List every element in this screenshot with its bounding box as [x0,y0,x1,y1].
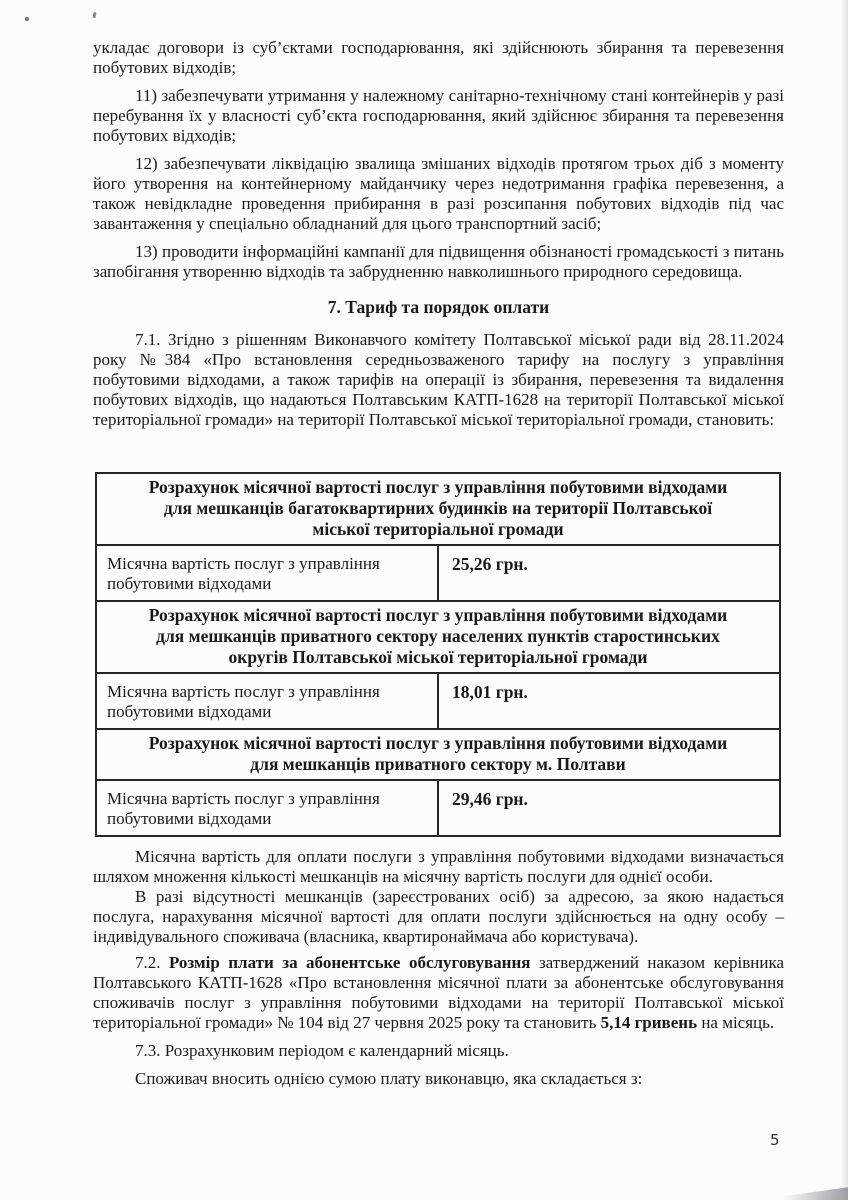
table-row-value: 29,46 грн. [438,780,780,836]
paragraph-item-13: 13) проводити інформаційні кампанії для підвищення обізнаності громадськості з питань запобігання утворенню відходів та забрудненню навколишнього природного середовища. [93,242,784,281]
scan-speck-icon [24,16,29,21]
paragraph-7-2-body: затверджений наказом керівника Полтавського КАТП-1628 «Про встановлення місячної плати за абонентське обслуговування споживачів послуг з управління побутовими відходами на території Полтавської міської територіальної громади» № 104 від 27 червня 2025 року та становить [93,953,784,1032]
table-section-header-row [96,473,780,545]
section-7-heading: 7. Тариф та порядок оплати [327,297,550,317]
table-row [96,673,780,729]
table-section-2-header: Розрахунок місячної вартості послуг з управління побутовими відходами для мешканців приватного сектору населених пунктів старостинських округів Полтавської міської територіальної громади [96,601,780,673]
table-section-header-row [96,729,780,780]
paragraph-7-2 [93,953,784,1033]
table-row-value: 18,01 грн. [438,673,780,729]
paragraph-continuation: укладає договори із суб’єктами господарювання, які здійснюють збирання та перевезення побутових відходів; [93,38,784,77]
paragraph-after-table-2: В разі відсутності мешканців (зареєстрованих осіб) за адресою, за якою надається послуга, нарахування місячної вартості для оплати послуги здійснюється на одну особу – індивідувального споживача (власника, квартиронаймача або користувача). [93,887,784,946]
paragraph-7-1: 7.1. Згідно з рішенням Виконавчого комітету Полтавської міської ради від 28.11.2024 року №384 «Про встановлення середньозваженого тарифу на послугу з управління побутовими відходами, а також тарифів на операції із збирання, перевезення та видалення побутових відходів, що надаються Полтавським КАТП-1628 на території Полтавської міської територіальної громади» на території Полтавської міської територіальної громади, становить: [93,330,784,429]
table-row-label: Місячна вартість послуг з управління побутовими відходами [96,780,438,836]
document-content [93,38,784,1097]
table-row [96,780,780,836]
paragraph-7-2-number: 7.2. [135,953,169,972]
scan-corner-shadow [756,1185,848,1200]
paragraph-7-2-bold-title: Розмір плати за абонентське обслуговування [168,953,531,972]
paragraph-7-2-bold-amount: 5,14 гривень [600,1013,698,1032]
tariff-table [95,472,781,837]
table-section-3-header: Розрахунок місячної вартості послуг з управління побутовими відходами для мешканців приватного сектору м. Полтави [96,729,780,780]
scan-speck-icon [92,12,96,18]
table-row-label: Місячна вартість послуг з управління побутовими відходами [96,545,438,601]
paragraph-item-11: 11) забезпечувати утримання у належному санітарно-технічному стані контейнерів у разі перебування їх у власності суб’єкта господарювання, який здійснює збирання та перевезення побутових відходів; [93,86,784,145]
table-row [96,545,780,601]
paragraph-item-12: 12) забезпечувати ліквідацію звалища змішаних відходів протягом трьох діб з моменту його утворення на контейнерному майданчику через недотримання графіка перевезення, а також невідкладне проведення прибирання в разі розсипання побутових відходів під час завантаження у спеціально обладнаний для цього транспортний засіб; [93,154,784,233]
paragraph-closing: Споживач вносить однією сумою плату виконавцю, яка складається з: [135,1069,643,1088]
paragraph-7-2-tail: на місяць. [697,1013,775,1032]
table-section-header-row [96,601,780,673]
table-section-1-header: Розрахунок місячної вартості послуг з управління побутовими відходами для мешканців багатоквартирних будинків на території Полтавської міської територіальної громади [96,473,780,545]
page-number: 5 [770,1131,780,1149]
paragraph-after-table-1: Місячна вартість для оплати послуги з управління побутовими відходами визначається шляхом множення кількості мешканців на місячну вартість послуги для однієї особи. [93,847,784,886]
paragraph-7-3: 7.3. Розрахунковим періодом є календарний місяць. [135,1041,509,1060]
scan-edge-shade [841,0,848,1200]
table-row-value: 25,26 грн. [438,545,780,601]
table-row-label: Місячна вартість послуг з управління побутовими відходами [96,673,438,729]
